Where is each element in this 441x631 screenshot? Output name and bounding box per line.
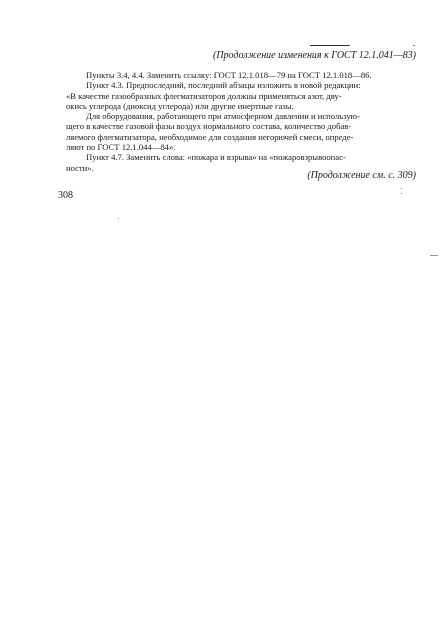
scan-speck (401, 188, 402, 189)
paragraph (66, 70, 416, 80)
text-line: щего в качестве газовой фазы воздух нормального состава, количество добав- (66, 121, 352, 132)
continuation-note: (Продолжение см. с. 309) (307, 170, 416, 181)
page-header: (Продолжение изменения к ГОСТ 12.1.041—83) (213, 50, 416, 61)
paragraph (66, 80, 416, 111)
scan-speck (401, 193, 402, 194)
top-rule (310, 45, 350, 46)
scan-speck (118, 218, 119, 219)
text-line: Пункты 3.4, 4.4. Заменить ссылку: ГОСТ 12.1.018—79 на ГОСТ 12.1.018—86. (86, 70, 372, 80)
text-line: Пункт 4.3. Предпоследний, последний абзацы изложить в новой редакции: (86, 80, 361, 91)
text-line: ности». (66, 162, 94, 173)
text-line: «В качестве газообразных флегматизаторов должны применяться азот, дву- (66, 90, 342, 101)
paragraph (66, 111, 416, 152)
document-body (66, 70, 416, 173)
text-line: Пункт 4.7. Заменить слова: «пожара и взрыва» на «пожаровзрывоопас- (86, 152, 346, 163)
page-number: 308 (58, 190, 73, 201)
scan-speck (430, 255, 438, 256)
text-line: окись углерода (диоксид углерода) или другие инертные газы. (66, 100, 294, 111)
scan-speck (413, 45, 415, 46)
text-line: Для оборудования, работающего при атмосферном давлении и использую- (86, 111, 360, 122)
text-line: ляют по ГОСТ 12.1.044—84». (66, 142, 176, 153)
text-line: ляемого флегматизатора, необходимое для создания негорючей смеси, опреде- (66, 131, 354, 142)
